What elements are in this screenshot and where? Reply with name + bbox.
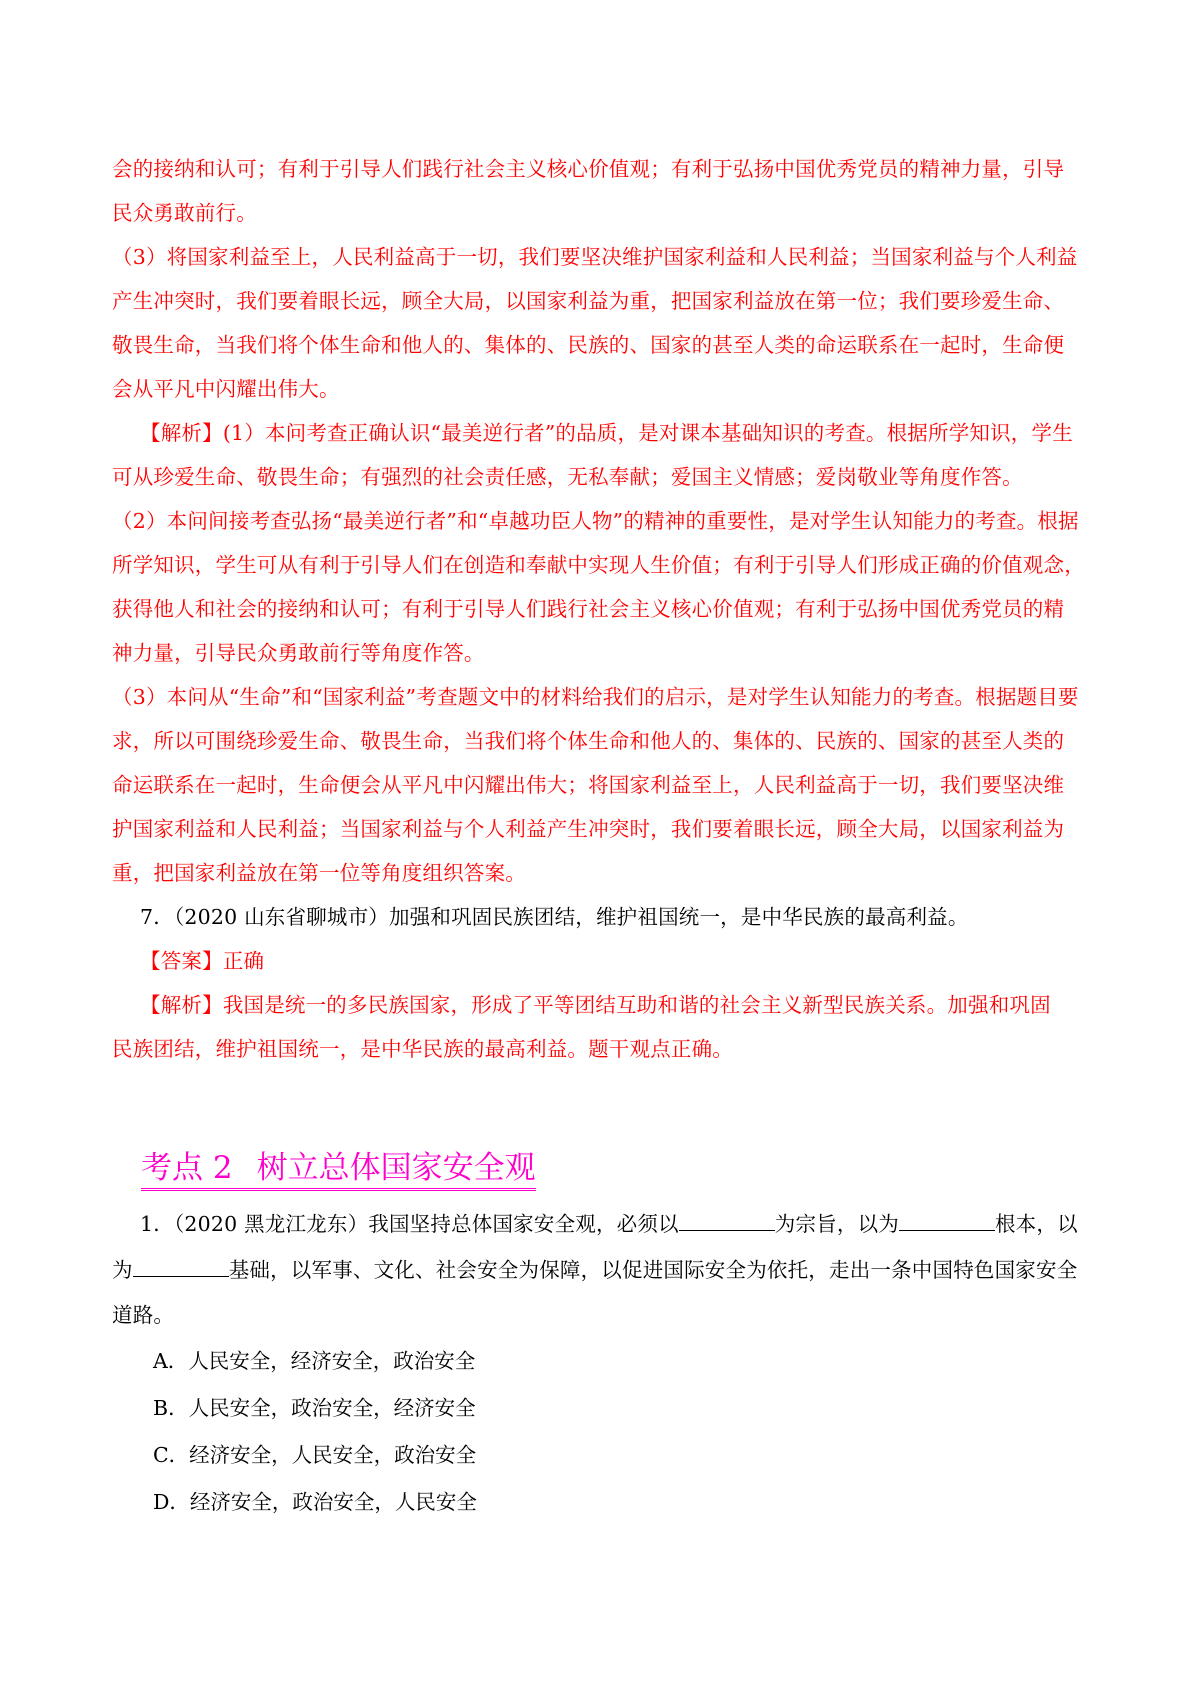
- option-d[interactable]: D．经济安全，政治安全，人民安全: [153, 1490, 477, 1514]
- q1-text-e: 基础，以军事、文化、社会安全为保障，以促进国际安全为依托，走出一条中国特色国家安全: [228, 1258, 1078, 1282]
- question-7-text: 7．（2020 山东省聊城市）加强和巩固民族团结，维护祖国统一，是中华民族的最高利益。: [140, 905, 969, 929]
- question-1-line-2: [112, 1256, 1102, 1283]
- question-7-answer: [140, 948, 1130, 974]
- analysis-line-2: 可从珍爱生命、敬畏生命；有强烈的社会责任感，无私奉献；爱国主义情感；爱岗敬业等角度作答。: [112, 465, 1023, 489]
- section-number: 考点 2: [141, 1150, 233, 1186]
- question-7-analysis-line-2: 民族团结，维护祖国统一，是中华民族的最高利益。题干观点正确。: [112, 1037, 733, 1061]
- fill-blank-1[interactable]: [679, 1210, 775, 1231]
- answer-value: 正确: [222, 949, 265, 973]
- analysis-line-7: （3）本问从“生命”和“国家利益”考查题文中的材料给我们的启示，是对学生认知能力的考查。根据题目要: [112, 685, 1079, 709]
- answer-line-5: 敬畏生命，当我们将个体生命和他人的、集体的、民族的、国家的甚至人类的命运联系在一起时，生命便: [112, 333, 1065, 357]
- answer-line-2: 民众勇敢前行。: [112, 201, 257, 225]
- analysis-text: 我国是统一的多民族国家，形成了平等团结互助和谐的社会主义新型民族关系。加强和巩固: [222, 993, 1051, 1017]
- fill-blank-2[interactable]: [899, 1210, 995, 1231]
- answer-line-3: （3）将国家利益至上，人民利益高于一切，我们要坚决维护国家利益和人民利益；当国家利益与个人利益: [112, 245, 1078, 269]
- analysis-line-3: （2）本问间接考查弘扬“最美逆行者”和“卓越功臣人物”的精神的重要性，是对学生认知能力的考查。根据: [112, 509, 1079, 533]
- option-a[interactable]: A．人民安全，经济安全，政治安全: [153, 1349, 476, 1373]
- option-b[interactable]: B．人民安全，政治安全，经济安全: [153, 1396, 476, 1420]
- section-heading: [141, 1148, 536, 1191]
- q1-text-b: 为宗旨，以为: [774, 1212, 899, 1236]
- q1-text-c: 根本，以: [994, 1212, 1078, 1236]
- answer-tag: 【答案】: [140, 949, 223, 973]
- question-1-line-1: [140, 1210, 1130, 1237]
- fill-blank-3[interactable]: [133, 1256, 229, 1277]
- analysis-line-5: 获得他人和社会的接纳和认可；有利于引导人们践行社会主义核心价值观；有利于弘扬中国优秀党员的精: [112, 597, 1065, 621]
- analysis-line-11: 重，把国家利益放在第一位等角度组织答案。: [112, 861, 526, 885]
- q1-text-a: 1．（2020 黑龙江龙东）我国坚持总体国家安全观，必须以: [140, 1212, 679, 1236]
- q1-text-d: 为: [112, 1258, 133, 1282]
- question-1-line-3: 道路。: [112, 1303, 175, 1327]
- analysis-line-10: 护国家利益和人民利益；当国家利益与个人利益产生冲突时，我们要着眼长远，顾全大局，以国家利益为: [112, 817, 1065, 841]
- analysis-line-6: 神力量，引导民众勇敢前行等角度作答。: [112, 641, 485, 665]
- answer-line-4: 产生冲突时，我们要着眼长远，顾全大局，以国家利益为重，把国家利益放在第一位；我们要珍爱生命、: [112, 289, 1065, 313]
- option-c[interactable]: C．经济安全，人民安全，政治安全: [153, 1443, 477, 1467]
- answer-line-1: 会的接纳和认可；有利于引导人们践行社会主义核心价值观；有利于弘扬中国优秀党员的精神力量，引导: [112, 157, 1065, 181]
- analysis-line-9: 命运联系在一起时，生命便会从平凡中闪耀出伟大；将国家利益至上，人民利益高于一切，我们要坚决维: [112, 773, 1065, 797]
- question-7-analysis-line-1: [140, 992, 1130, 1018]
- analysis-tag: 【解析】: [140, 993, 223, 1017]
- analysis-line-1: [140, 420, 1130, 446]
- analysis-tag: 【解析】: [140, 421, 223, 445]
- section-title: 树立总体国家安全观: [256, 1150, 536, 1186]
- analysis-text-1: (1）本问考查正确认识“最美逆行者”的品质，是对课本基础知识的考查。根据所学知识，学生: [222, 421, 1073, 445]
- analysis-line-8: 求，所以可围绕珍爱生命、敬畏生命，当我们将个体生命和他人的、集体的、民族的、国家的甚至人类的: [112, 729, 1065, 753]
- answer-line-6: 会从平凡中闪耀出伟大。: [112, 377, 340, 401]
- analysis-line-4: 所学知识，学生可从有利于引导人们在创造和奉献中实现人生价值；有利于引导人们形成正确的价值观念，: [112, 553, 1085, 577]
